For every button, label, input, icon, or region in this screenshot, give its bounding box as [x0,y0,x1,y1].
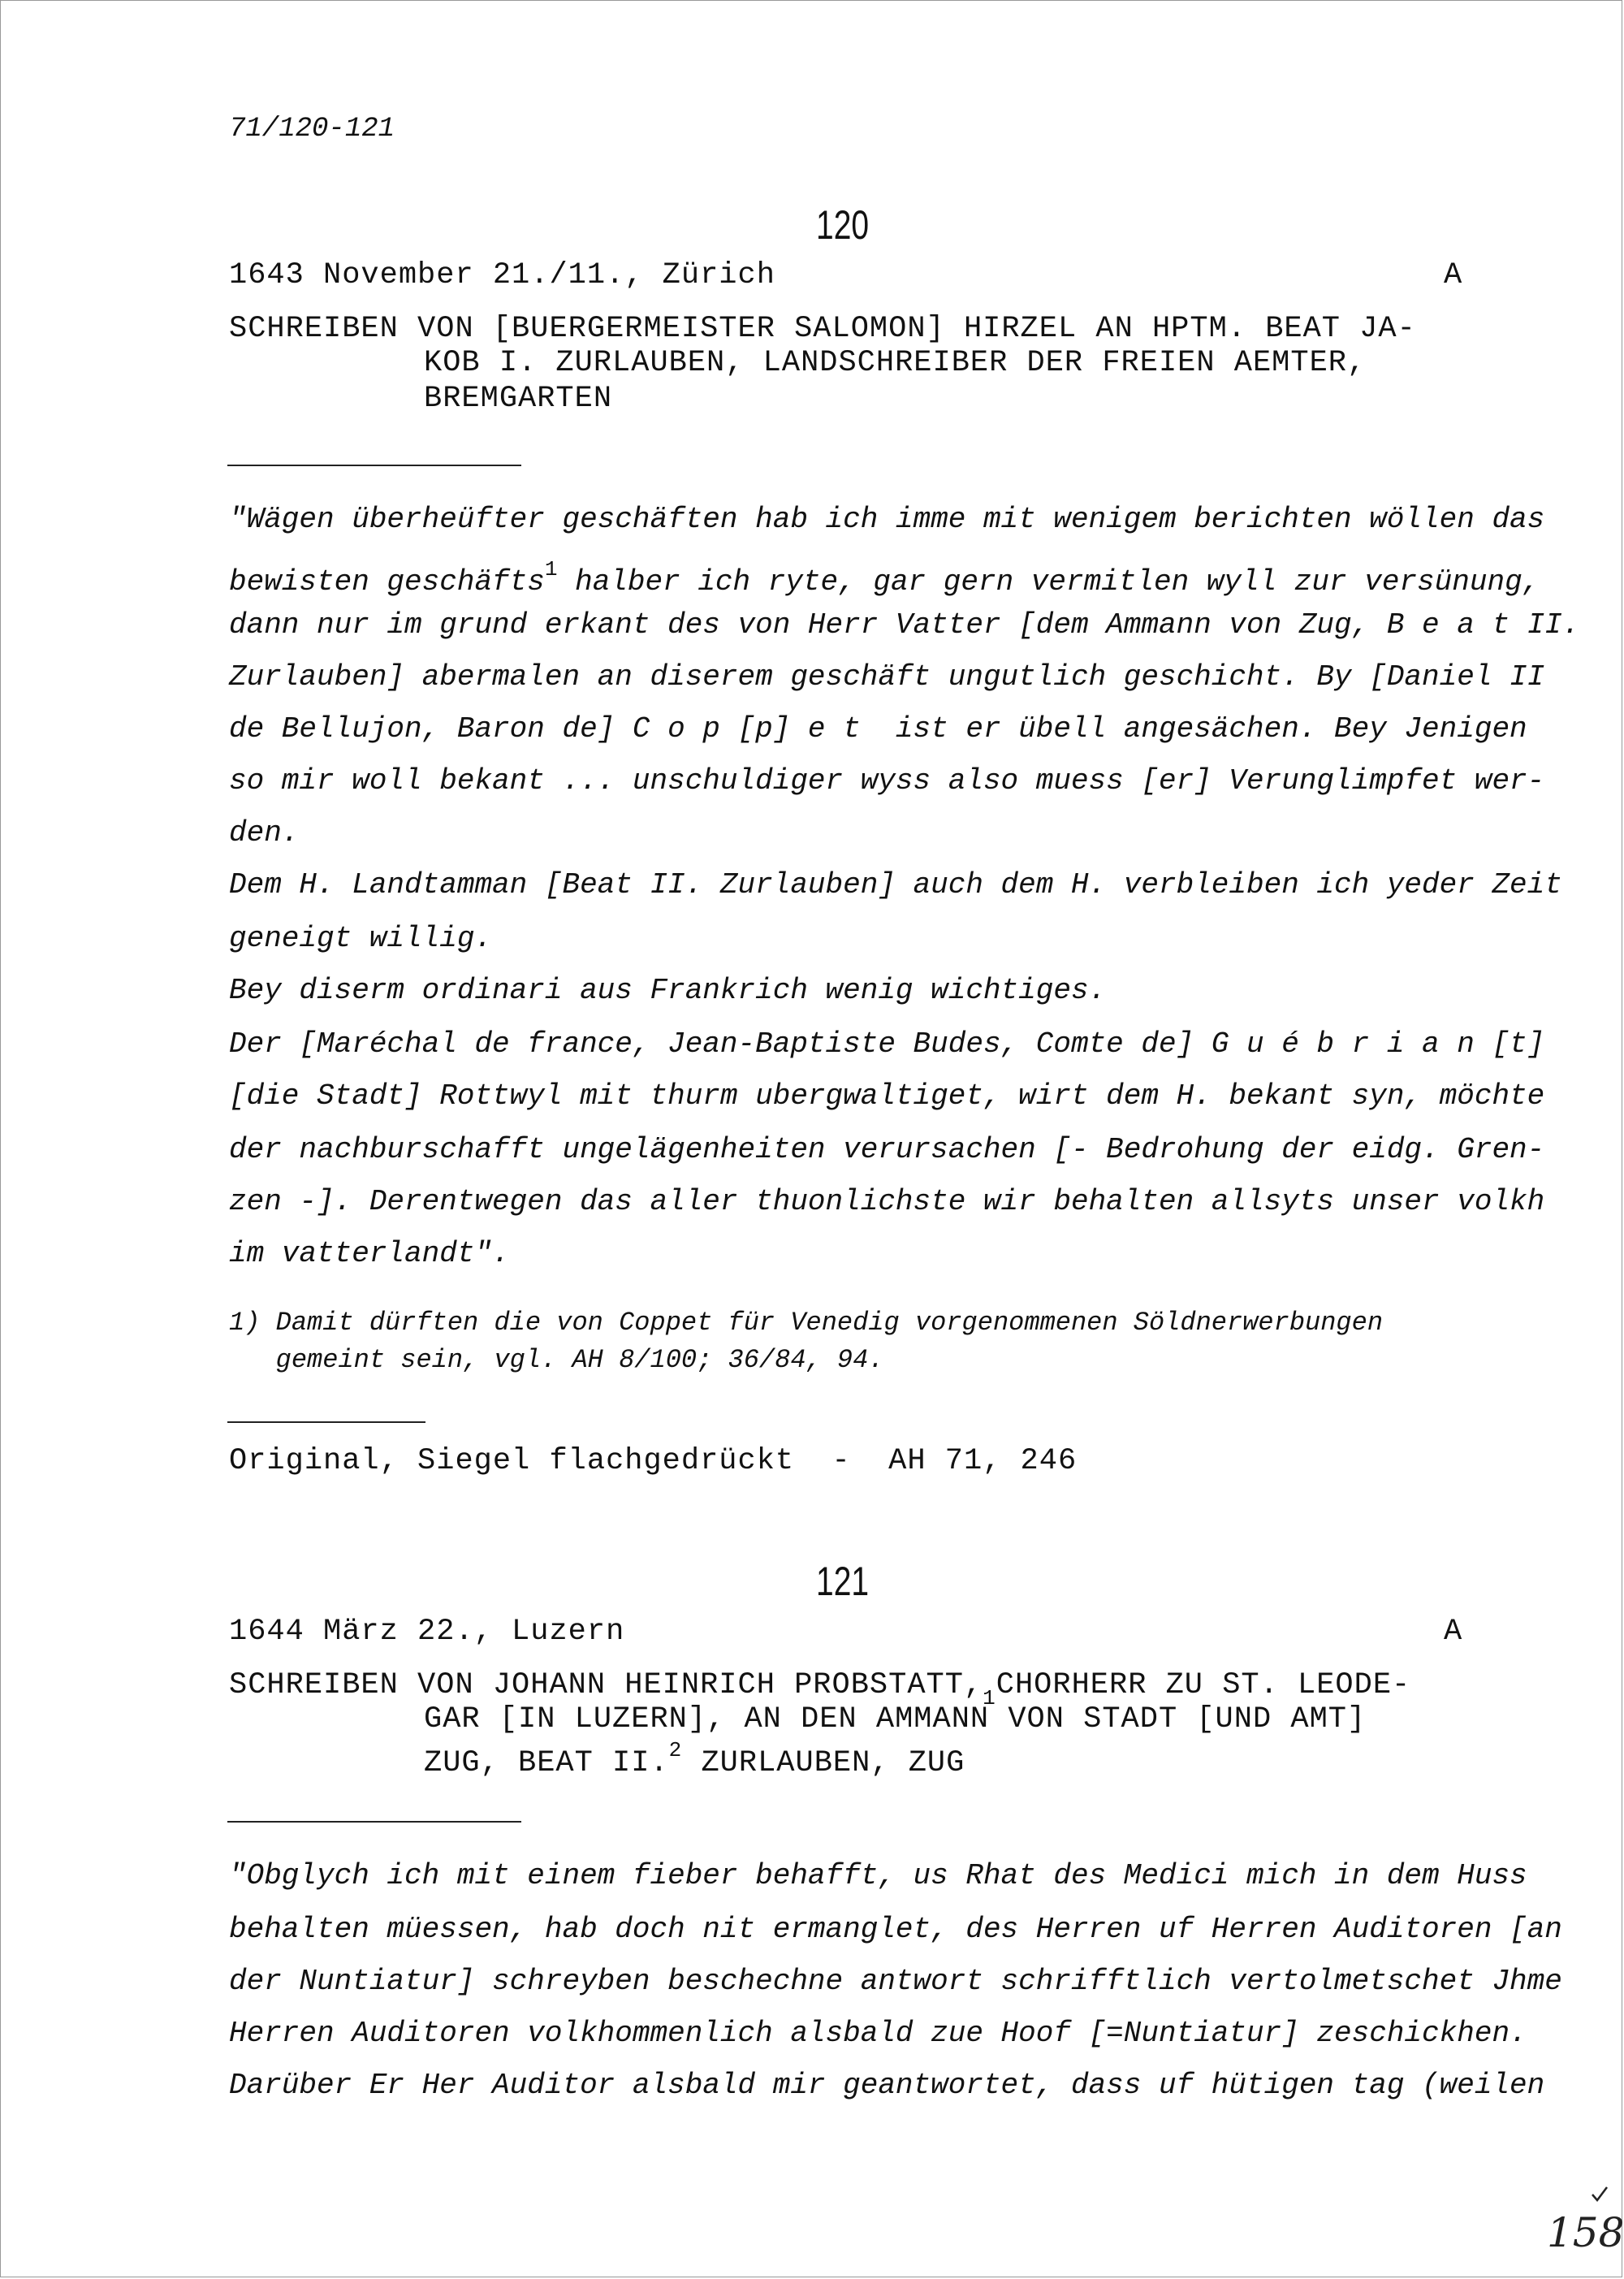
text-line: Zurlauben] abermalen an diserem geschäft ungutlich geschicht. By [Daniel II [229,660,1545,694]
text-line: behalten müessen, hab doch nit ermanglet, des Herren uf Herren Auditoren [an [229,1913,1562,1946]
text-line: Dem H. Landtamman [Beat II. Zurlauben] auch dem H. verbleiben ich yeder Zeit [229,868,1562,902]
heading-segment: ZUG, BEAT II. [424,1746,669,1780]
entry-heading-line: SCHREIBEN VON [BUERGERMEISTER SALOMON] HIRZEL AN HPTM. BEAT JA- [229,312,1416,346]
text-line: geneigt willig. [229,922,493,955]
entry-number: 120 [816,202,870,248]
archive-reference: 71/120-121 [229,114,395,145]
footnote-mark: 1 [544,557,558,582]
footnote-line: 1) Damit dürften die von Coppet für Venedig vorgenommenen Söldnerwerbungen [229,1308,1384,1338]
heading-segment: CHORHERR ZU ST. LEODE- [996,1668,1411,1702]
text-line: Herren Auditoren volkhommenlich alsbald zue Hoof [=Nuntiatur] zeschickhen. [229,2017,1527,2050]
entry-marker: A [1444,1615,1462,1649]
text-segment: bewisten geschäfts [229,565,545,599]
heading-segment: GAR [IN LUZERN], AN DEN AMMANN [424,1702,990,1736]
text-line: "Wägen überheüfter geschäften hab ich imme mit wenigem berichten wöllen das [229,503,1545,536]
handwritten-page-number: 158 [1547,2209,1624,2256]
text-line: de Bellujon, Baron de] C o p [p] e t ist er übell angesächen. Bey Jenigen [229,712,1527,746]
text-line: im vatterlandt". [229,1237,510,1270]
heading-segment: VON STADT [UND AMT] [989,1702,1367,1736]
text-line: so mir woll bekant ... unschuldiger wyss also muess [er] Verunglimpfet wer- [229,764,1545,798]
entry-heading-line [424,1702,1366,1736]
text-line: Bey diserm ordinari aus Frankrich wenig wichtiges. [229,974,1107,1007]
text-line: zen -]. Derentwegen das aller thuonlichste wir behalten allsyts unser volkh [229,1185,1545,1218]
entry-heading-line [424,1738,965,1780]
entry-marker: A [1444,258,1462,292]
heading-footnote-mark: 1 [983,1686,996,1710]
text-line: der nachburschafft ungelägenheiten verursachen [- Bedrohung der eidg. Gren- [229,1133,1545,1166]
text-line: Darüber Er Her Auditor alsbald mir geantwortet, dass uf hütigen tag (weilen [229,2069,1545,2102]
text-line: [die Stadt] Rottwyl mit thurm ubergwaltiget, wirt dem H. bekant syn, möchte [229,1079,1545,1113]
footnote-line: gemeint sein, vgl. AH 8/100; 36/84, 94. [229,1345,884,1375]
text-line: der Nuntiatur] schreyben beschechne antwort schrifftlich vertolmetschet Jhme [229,1965,1562,1998]
heading-rule [227,1821,521,1823]
entry-date-place: 1644 März 22., Luzern [229,1615,625,1649]
source-rule [227,1421,425,1423]
entry-heading-line: KOB I. ZURLAUBEN, LANDSCHREIBER DER FREIEN AEMTER, [424,346,1367,380]
entry-heading-line: BREMGARTEN [424,382,613,416]
check-mark-icon [1590,2185,1609,2204]
text-line [229,559,1540,597]
heading-rule [227,465,521,466]
text-line: Der [Maréchal de france, Jean-Baptiste Budes, Comte de] G u é b r i a n [t] [229,1027,1545,1061]
text-segment: halber ich ryte, gar gern vermitlen wyll zur versünung, [557,565,1540,599]
text-line: "Obglych ich mit einem fieber behafft, us Rhat des Medici mich in dem Huss [229,1859,1527,1892]
text-line: den. [229,816,300,850]
text-line: dann nur im grund erkant des von Herr Vatter [dem Ammann von Zug, B e a t II. [229,608,1580,642]
heading-footnote-mark: 2 [668,1738,683,1762]
entry-date-place: 1643 November 21./11., Zürich [229,258,775,292]
source-note: Original, Siegel flachgedrückt - AH 71, 246 [229,1444,1078,1478]
heading-segment: SCHREIBEN VON JOHANN HEINRICH PROBSTATT, [229,1668,983,1702]
entry-number: 121 [816,1559,870,1604]
heading-segment: ZURLAUBEN, ZUG [682,1746,965,1780]
